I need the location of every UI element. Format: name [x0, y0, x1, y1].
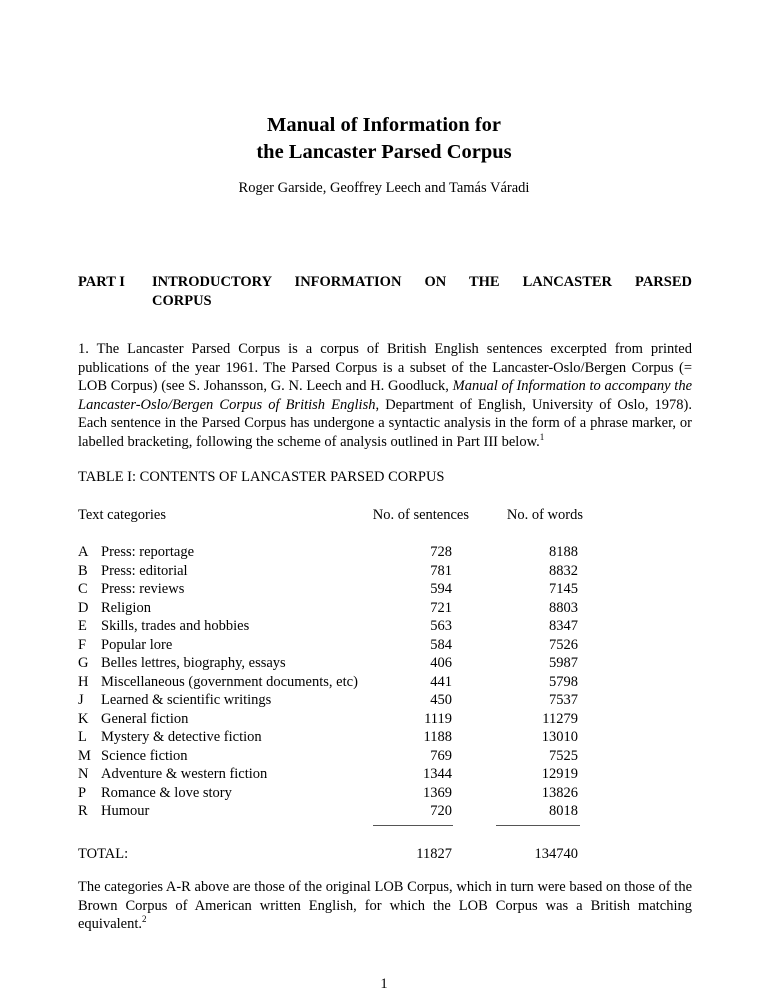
category-name: Romance & love story — [101, 784, 232, 801]
sentence-count: 769 — [430, 747, 452, 764]
words-total-rule — [496, 825, 580, 826]
table-row — [0, 802, 768, 821]
category-name: Science fiction — [101, 747, 188, 764]
sentence-count: 441 — [430, 673, 452, 690]
table-row — [0, 747, 768, 766]
sentence-count: 1369 — [423, 784, 452, 801]
category-name: Mystery & detective fiction — [101, 729, 262, 745]
word-count: 8832 — [549, 562, 578, 579]
table-row — [0, 728, 768, 747]
table-row — [0, 654, 768, 673]
table-row — [0, 617, 768, 636]
category-code: J — [78, 692, 84, 708]
category-code: N — [78, 766, 89, 782]
sentence-count: 1119 — [424, 710, 452, 727]
sentence-count: 1188 — [423, 729, 452, 745]
category-code: R — [78, 803, 88, 819]
category-code: B — [78, 562, 88, 579]
table-row — [0, 710, 768, 729]
category-code: H — [78, 673, 89, 690]
part-heading-line-1: INTRODUCTORY INFORMATION ON THE LANCASTER PARSED — [152, 274, 692, 290]
sentence-count: 1344 — [423, 766, 452, 782]
table-caption: TABLE I: CONTENTS OF LANCASTER PARSED CORPUS — [78, 469, 445, 485]
category-name: Miscellaneous (government documents, etc) — [101, 673, 358, 690]
category-code: F — [78, 636, 87, 653]
category-name: Adventure & western fiction — [101, 766, 268, 782]
word-count: 5987 — [549, 655, 578, 671]
word-count: 8803 — [549, 599, 578, 616]
category-name: Learned & scientific writings — [101, 692, 272, 708]
category-code: G — [78, 655, 89, 671]
table-row — [0, 599, 768, 618]
total-label: TOTAL: — [78, 846, 129, 862]
category-name: Humour — [101, 803, 150, 819]
sentence-count: 720 — [430, 803, 452, 819]
word-count: 7525 — [549, 747, 578, 764]
category-code: C — [78, 581, 88, 597]
table-row — [0, 784, 768, 803]
page-number: 1 — [380, 976, 388, 992]
word-count: 7526 — [549, 636, 578, 653]
authors: Roger Garside, Geoffrey Leech and Tamás Váradi — [238, 180, 530, 196]
paragraph-1 — [78, 340, 692, 452]
category-name: Religion — [101, 599, 151, 616]
word-count: 13826 — [541, 784, 578, 801]
word-count: 8018 — [549, 803, 578, 819]
footnote-marker-2: 2 — [142, 914, 147, 925]
paragraph-1-lead: 1. The Lancaster Parsed Corpus is a corpus of British English sentences excerpted from printed publications of the year 1961. The Parsed Corpus is a subset of the Lancaster-Oslo/Bergen Corpus (= LOB Corpus) (see S. Johansson, G. N. Leech and H. Goodluck, — [78, 341, 692, 395]
title-line-2: the Lancaster Parsed Corpus — [256, 141, 512, 163]
table-row — [0, 636, 768, 655]
category-name: Press: reportage — [101, 544, 195, 560]
word-count: 11279 — [542, 710, 578, 727]
table-row — [0, 580, 768, 599]
word-count: 5798 — [549, 673, 578, 690]
sentence-count: 450 — [430, 692, 452, 708]
table-row — [0, 543, 768, 562]
sentences-total-rule — [373, 825, 453, 826]
category-code: A — [78, 544, 89, 560]
part-number: PART I — [78, 274, 125, 290]
title-line-1: Manual of Information for — [266, 114, 502, 136]
sentence-count: 406 — [430, 655, 452, 671]
category-code: D — [78, 599, 89, 616]
category-code: L — [78, 729, 87, 745]
category-name: Skills, trades and hobbies — [101, 618, 250, 634]
category-name: Press: editorial — [101, 562, 188, 579]
category-name: Press: reviews — [101, 581, 185, 597]
sentence-count: 728 — [430, 544, 452, 560]
word-count: 7537 — [549, 692, 578, 708]
word-count: 8347 — [549, 618, 578, 634]
category-name: General fiction — [101, 710, 189, 727]
total-sentences: 11827 — [416, 846, 452, 862]
paragraph-1-tail: , Department of English, University of Oslo, 1978). Each sentence in the Parsed Corpus has undergone a syntactic analysis in the form of a phrase marker, or labelled bracketing, following the scheme of analysis outlined in Part III below. — [78, 396, 692, 450]
table-body — [0, 543, 768, 821]
total-words: 134740 — [534, 846, 578, 862]
table-row — [0, 765, 768, 784]
manual-title-italic: Manual of Information to accompany the Lancaster-Oslo/Bergen Corpus of British English — [78, 378, 693, 413]
category-code: K — [78, 710, 89, 727]
word-count: 8188 — [549, 544, 578, 560]
table-row — [0, 691, 768, 710]
sentence-count: 594 — [430, 581, 452, 597]
footnote-marker-1: 1 — [539, 432, 545, 443]
category-code: P — [78, 784, 87, 801]
category-code: M — [78, 747, 91, 764]
sentence-count: 781 — [430, 562, 452, 579]
table-row — [0, 562, 768, 581]
paragraph-2 — [78, 878, 692, 934]
sentence-count: 721 — [430, 599, 452, 616]
part-heading-line-2: CORPUS — [152, 293, 212, 309]
document-title — [0, 112, 768, 166]
category-name: Popular lore — [101, 636, 173, 653]
table-row — [0, 673, 768, 692]
header-no-of-sentences: No. of sentences — [372, 507, 469, 523]
header-text-categories: Text categories — [78, 507, 166, 523]
sentence-count: 563 — [430, 618, 452, 634]
category-code: E — [78, 618, 87, 634]
part-heading — [78, 273, 692, 311]
word-count: 12919 — [541, 766, 578, 782]
category-name: Belles lettres, biography, essays — [101, 655, 286, 671]
word-count: 13010 — [541, 729, 578, 745]
word-count: 7145 — [549, 581, 578, 597]
sentence-count: 584 — [430, 636, 452, 653]
header-no-of-words: No. of words — [506, 507, 583, 523]
paragraph-2-text: The categories A-R above are those of the original LOB Corpus, which in turn were based on those of the Brown Corpus of American written English, for which the LOB Corpus was a British matching equivalent. — [78, 879, 692, 933]
